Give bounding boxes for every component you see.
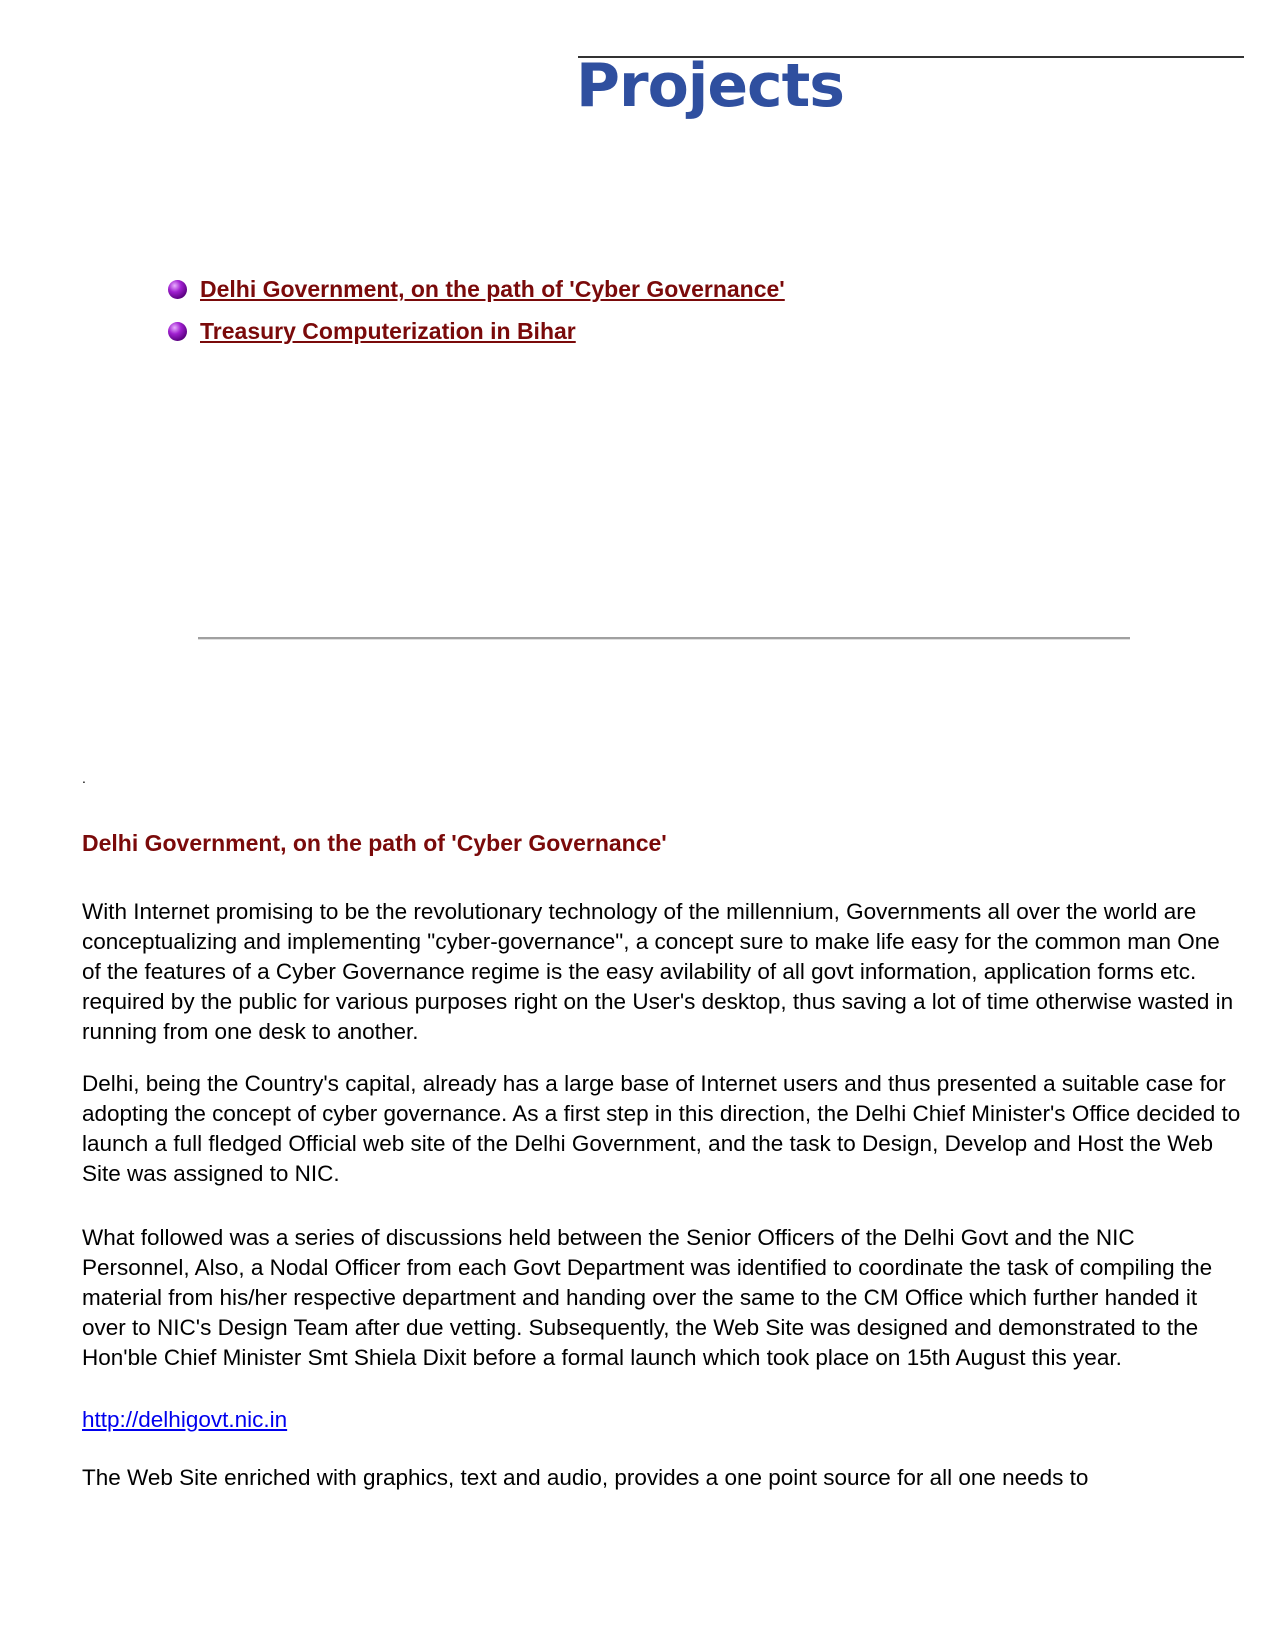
page-title: Projects — [576, 51, 845, 121]
article — [82, 830, 1242, 1515]
toc-link-treasury-bihar[interactable]: Treasury Computerization in Bihar — [200, 318, 576, 344]
section-heading: Delhi Government, on the path of 'Cyber Governance' — [82, 830, 667, 856]
purple-bullet-icon — [168, 280, 187, 299]
separator-dot: . — [82, 770, 86, 786]
article-paragraph-1: With Internet promising to be the revolutionary technology of the millennium, Governments all over the world are conceptualizing and implementing "cyber-governance", a concept sure to make life easy for the common man One of the features of a Cyber Governance regime is the easy avilability of all govt information, application forms etc. required by the public for various purposes right on the User's desktop, thus saving a lot of time otherwise wasted in running from one desk to another. — [82, 899, 1234, 1044]
toc-link-cyber-governance[interactable]: Delhi Government, on the path of 'Cyber Governance' — [200, 276, 785, 302]
article-paragraph-3: What followed was a series of discussions held between the Senior Officers of the Delhi Govt and the NIC Personnel, Also, a Nodal Officer from each Govt Department was identified to coordinate the task of compiling the material from his/her respective department and handing over the same to the CM Office which further handed it over to NIC's Design Team after due vetting. Subsequently, the Web Site was designed and demonstrated to the Hon'ble Chief Minister Smt Shiela Dixit before a formal launch which took place on 15th August this year. — [82, 1225, 1213, 1370]
purple-bullet-icon — [168, 322, 187, 341]
article-paragraph-2: Delhi, being the Country's capital, already has a large base of Internet users and thus presented a suitable case for adopting the concept of cyber governance. As a first step in this direction, the Delhi Chief Minister's Office decided to launch a full fledged Official web site of the Delhi Government, and the task to Design, Develop and Host the Web Site was assigned to NIC. — [82, 1071, 1241, 1186]
horizontal-divider — [198, 637, 1130, 640]
article-paragraph-4: The Web Site enriched with graphics, text and audio, provides a one point source for all one needs to — [82, 1465, 1089, 1490]
delhigovt-link[interactable]: http://delhigovt.nic.in — [82, 1407, 288, 1432]
